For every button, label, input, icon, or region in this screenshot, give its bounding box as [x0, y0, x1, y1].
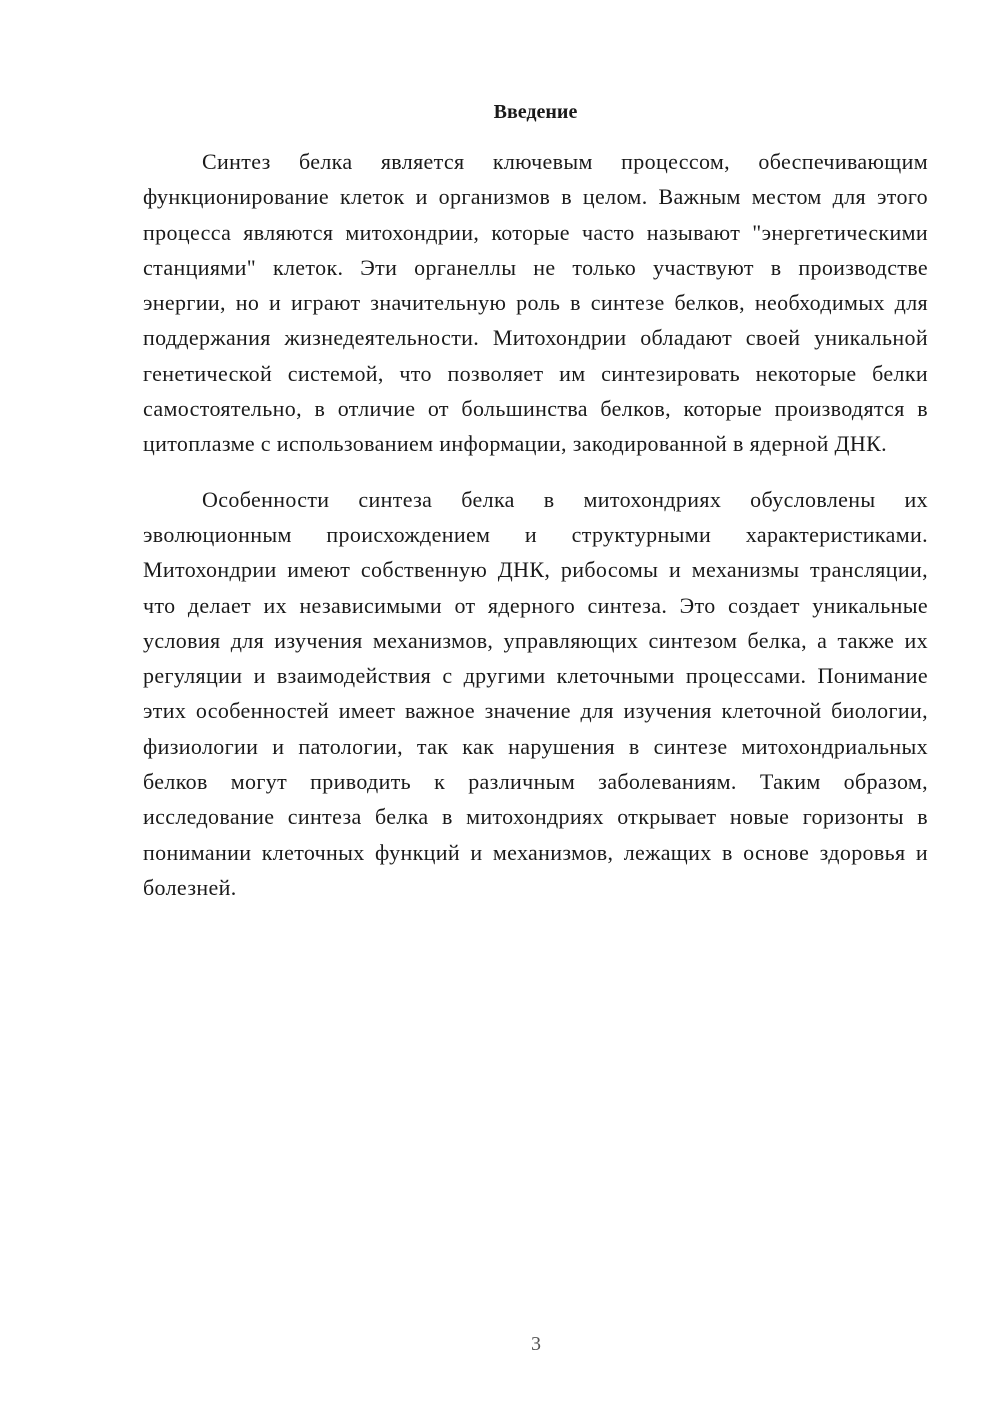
paragraph-2: Особенности синтеза белка в митохондриях обусловлены их эволюционным происхождением и структурными характеристиками. Митохондрии имеют собственную ДНК, рибосомы и механизмы трансляции, что делает их независимыми от ядерного синтеза. Это создает уникальные условия для изучения механизмов, управляющих синтезом белка, а также их регуляции и взаимодействия с другими клеточными процессами. Понимание этих особенностей имеет важное значение для изучения клеточной биологии, физиологии и патологии, так как нарушения в синтезе митохондриальных белков могут приводить к различным заболеваниям. Таким образом, исследование синтеза белка в митохондриях открывает новые горизонты в понимании клеточных функций и механизмов, лежащих в основе здоровья и болезней. [143, 486, 928, 900]
section-title: Введение [493, 101, 578, 123]
page-number: 3 [531, 1333, 541, 1355]
paragraph-1: Синтез белка является ключевым процессом, обеспечивающим функционирование клеток и организмов в целом. Важным местом для этого процесса являются митохондрии, которые часто называют "энергетическими станциями" клеток. Эти органеллы не только участвуют в производстве энергии, но и играют значительную роль в синтезе белков, необходимых для поддержания жизнедеятельности. Митохондрии обладают своей уникальной генетической системой, что позволяет им синтезировать некоторые белки самостоятельно, в отличие от большинства белков, которые производятся в цитоплазме с использованием информации, закодированной в ядерной ДНК. [143, 149, 928, 457]
body-text [143, 144, 928, 905]
